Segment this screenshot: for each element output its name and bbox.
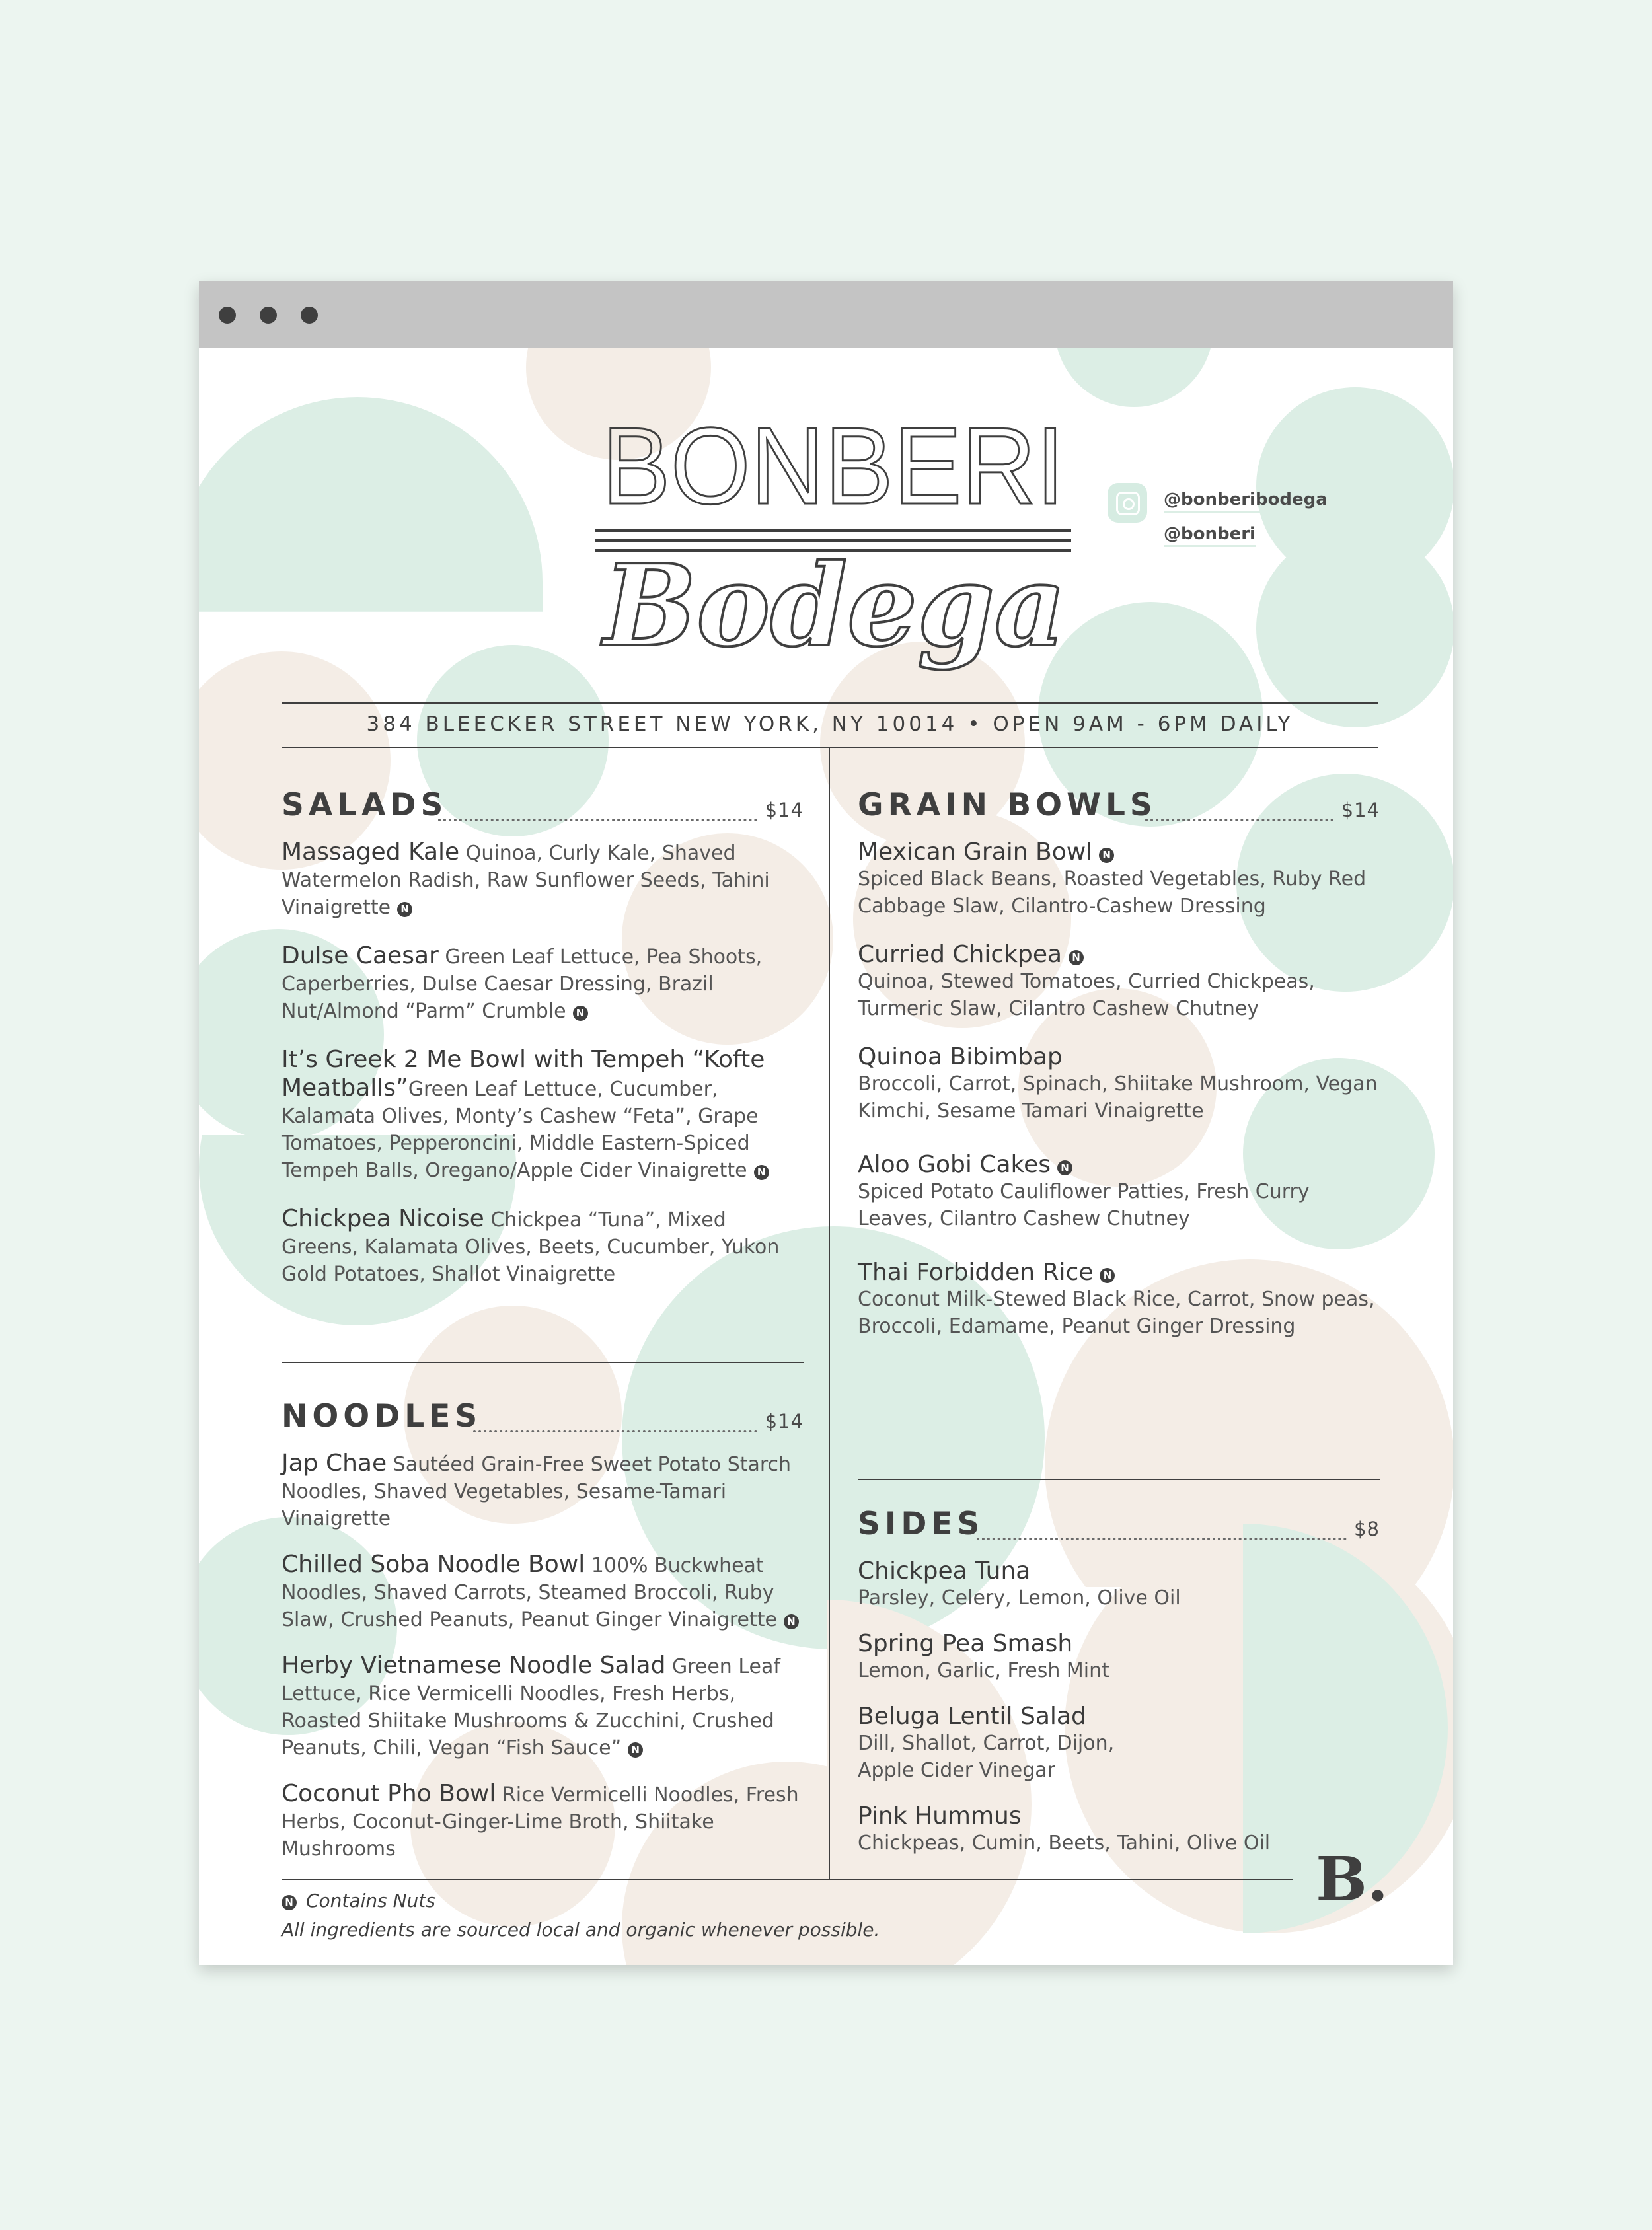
- item-name: Chilled Soba Noodle Bowl: [282, 1551, 585, 1578]
- menu-item: [858, 1043, 1380, 1125]
- menu-item: [858, 1630, 1380, 1684]
- item-name: Massaged Kale: [282, 838, 460, 866]
- bodega-monogram-logo: [1306, 1842, 1398, 1915]
- left-column-lower: [282, 1398, 804, 1884]
- bonberi-bodega-logo: [589, 414, 1078, 671]
- grain-bowls-title: GRAIN BOWLS: [858, 787, 1157, 823]
- item-desc: Spiced Potato Cauliflower Patties, Fresh Curry Leaves, Cilantro Cashew Chutney: [858, 1180, 1310, 1230]
- maximize-dot[interactable]: [301, 307, 318, 324]
- menu-item: [282, 1046, 804, 1184]
- window-titlebar: [199, 281, 1453, 348]
- menu-item: [282, 838, 804, 921]
- menu-item: [858, 1151, 1380, 1232]
- item-desc: Parsley, Celery, Lemon, Olive Oil: [858, 1586, 1181, 1610]
- item-desc: Broccoli, Carrot, Spinach, Shiitake Mushroom, Vegan Kimchi, Sesame Tamari Vinaigrette: [858, 1072, 1378, 1123]
- menu-item: [282, 1780, 804, 1863]
- nut-icon: N: [628, 1742, 643, 1758]
- nut-icon: N: [1057, 1160, 1072, 1175]
- menu-item: [858, 838, 1380, 920]
- instagram-icon[interactable]: [1108, 483, 1147, 523]
- nut-icon: N: [754, 1165, 769, 1180]
- monogram-text: B.: [1316, 1843, 1388, 1915]
- item-name: Chickpea Tuna: [858, 1557, 1031, 1584]
- item-desc: Rice Vermicelli Noodles, Fresh Herbs, Coconut-Ginger-Lime Broth, Shiitake Mushrooms: [282, 1783, 799, 1861]
- item-name: Spring Pea Smash: [858, 1630, 1073, 1657]
- menu-item: [282, 1652, 804, 1762]
- item-desc: Quinoa, Curly Kale, Shaved Watermelon Radish, Raw Sunflower Seeds, Tahini Vinaigrette: [282, 842, 770, 919]
- item-name: It’s Greek 2 Me Bowl with Tempeh “Kofte Meatballs”: [282, 1046, 765, 1101]
- menu-item: [858, 941, 1380, 1022]
- instagram-handle-primary[interactable]: @bonberibodega: [1164, 490, 1328, 513]
- item-desc: Quinoa, Stewed Tomatoes, Curried Chickpeas, Turmeric Slaw, Cilantro Cashew Chutney: [858, 970, 1315, 1020]
- grain-bowls-price: $14: [1341, 799, 1380, 821]
- left-column: [282, 787, 804, 1309]
- right-column-lower: [858, 1462, 1380, 1878]
- salads-header: [282, 787, 804, 829]
- item-name: [858, 838, 1380, 866]
- item-desc: Green Leaf Lettuce, Cucumber, Kalamata Olives, Monty’s Cashew “Feta”, Grape Tomatoes, Pepperoncini, Middle Eastern-Spiced Tempeh Balls, Oregano/Apple Cider Vinaigrette: [282, 1078, 759, 1182]
- nut-icon: N: [784, 1614, 799, 1629]
- footer-notes: [282, 1886, 880, 1945]
- nut-icon: N: [397, 902, 412, 917]
- item-desc: Sautéed Grain-Free Sweet Potato Starch Noodles, Shaved Vegetables, Sesame-Tamari Vinaigrette: [282, 1453, 792, 1530]
- menu-item: [858, 1703, 1122, 1784]
- salads-title: SALADS: [282, 787, 448, 823]
- address-hours: 384 BLEECKER STREET NEW YORK, NY 10014 • OPEN 9AM - 6PM DAILY: [366, 712, 1294, 736]
- sides-title: SIDES: [858, 1506, 985, 1542]
- leader-dots: [438, 819, 757, 821]
- sourcing-note: All ingredients are sourced local and organic whenever possible.: [282, 1919, 880, 1941]
- menu-page: [199, 348, 1453, 1965]
- item-name: Chickpea Nicoise: [282, 1205, 484, 1232]
- menu-item: [858, 1259, 1380, 1340]
- nut-icon: N: [282, 1895, 297, 1910]
- menu-item: [282, 1551, 804, 1633]
- item-desc: Lemon, Garlic, Fresh Mint: [858, 1659, 1109, 1682]
- item-desc: Green Leaf Lettuce, Pea Shoots, Caperberries, Dulse Caesar Dressing, Brazil Nut/Almond “Parm” Crumble: [282, 946, 763, 1023]
- logo-bonberi: BONBERI: [602, 414, 1065, 527]
- nut-legend: [282, 1886, 880, 1915]
- item-desc: Dill, Shallot, Carrot, Dijon, Apple Cider Vinegar: [858, 1732, 1115, 1782]
- item-name: Beluga Lentil Salad: [858, 1703, 1086, 1730]
- menu-item: [858, 1557, 1380, 1612]
- leader-dots: [473, 1430, 757, 1432]
- item-name-text: Mexican Grain Bowl: [858, 838, 1093, 866]
- item-name: Dulse Caesar: [282, 942, 439, 969]
- item-desc: Spiced Black Beans, Roasted Vegetables, Ruby Red Cabbage Slaw, Cilantro-Cashew Dressing: [858, 868, 1367, 918]
- item-name: Pink Hummus: [858, 1803, 1022, 1830]
- menu-window: [199, 281, 1453, 1965]
- right-column: [858, 787, 1380, 1361]
- item-name-text: Thai Forbidden Rice: [858, 1259, 1094, 1286]
- item-name: Quinoa Bibimbap: [858, 1043, 1063, 1070]
- item-name-text: Curried Chickpea: [858, 941, 1063, 968]
- sides-header: [858, 1506, 1380, 1548]
- item-desc: 100% Buckwheat Noodles, Shaved Carrots, Steamed Broccoli, Ruby Slaw, Crushed Peanuts, Peanut Ginger Vinaigrette: [282, 1554, 777, 1631]
- divider: [282, 702, 1378, 704]
- nut-legend-text: Contains Nuts: [306, 1890, 435, 1912]
- divider: [282, 1362, 804, 1363]
- minimize-dot[interactable]: [260, 307, 277, 324]
- menu-item: [858, 1803, 1380, 1857]
- divider: [282, 747, 1378, 748]
- nut-icon: N: [1069, 950, 1084, 965]
- close-dot[interactable]: [219, 307, 236, 324]
- divider: [282, 1879, 1293, 1880]
- item-desc: Chickpea “Tuna”, Mixed Greens, Kalamata Olives, Beets, Cucumber, Yukon Gold Potatoes, Shallot Vinaigrette: [282, 1208, 780, 1286]
- menu-item: [282, 942, 804, 1025]
- sides-price: $8: [1354, 1518, 1380, 1540]
- nut-icon: N: [1100, 1268, 1115, 1283]
- item-name: [858, 1259, 1380, 1286]
- noodles-header: [282, 1398, 804, 1440]
- nut-icon: N: [1099, 848, 1114, 863]
- item-desc: Green Leaf Lettuce, Rice Vermicelli Noodles, Fresh Herbs, Roasted Shiitake Mushrooms & Zucchini, Crushed Peanuts, Chili, Vegan “Fish Sauce”: [282, 1655, 780, 1760]
- noodles-price: $14: [765, 1410, 804, 1432]
- item-name: Jap Chae: [282, 1450, 387, 1477]
- noodles-title: NOODLES: [282, 1398, 482, 1434]
- leader-dots: [1145, 819, 1333, 821]
- logo-bodega: Bodega: [601, 540, 1066, 671]
- column-divider: [829, 748, 830, 1879]
- item-desc: Chickpeas, Cumin, Beets, Tahini, Olive Oil: [858, 1832, 1271, 1855]
- item-name: Herby Vietnamese Noodle Salad: [282, 1652, 666, 1679]
- item-name: [858, 941, 1380, 968]
- grain-bowls-header: [858, 787, 1380, 829]
- menu-item: [282, 1450, 804, 1532]
- instagram-handle-secondary[interactable]: @bonberi: [1164, 524, 1256, 547]
- salads-price: $14: [765, 799, 804, 821]
- item-name: Coconut Pho Bowl: [282, 1780, 496, 1807]
- menu-content: [199, 348, 1453, 1965]
- item-desc: Coconut Milk-Stewed Black Rice, Carrot, Snow peas, Broccoli, Edamame, Peanut Ginger Dressing: [858, 1288, 1375, 1338]
- nut-icon: N: [573, 1006, 588, 1021]
- item-name-text: Aloo Gobi Cakes: [858, 1151, 1051, 1178]
- menu-item: [282, 1205, 804, 1288]
- leader-dots: [977, 1538, 1347, 1540]
- item-name: [858, 1151, 1380, 1178]
